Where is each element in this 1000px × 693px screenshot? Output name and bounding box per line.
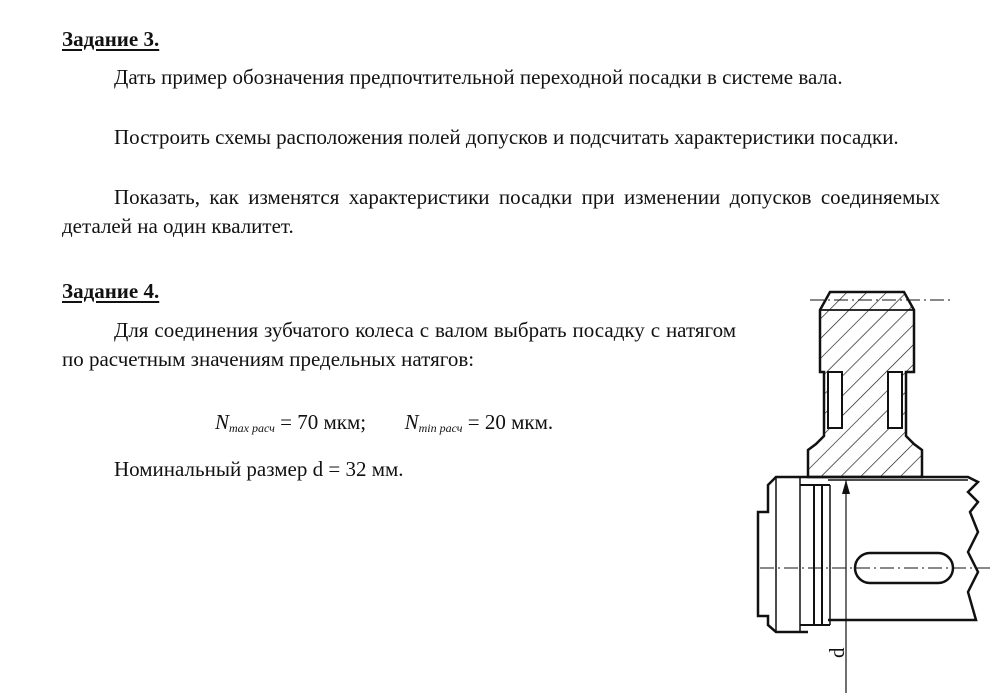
nmax-subscript: max расч: [229, 421, 275, 435]
gear-slot-left: [828, 372, 842, 428]
task4-heading: Задание 4.: [62, 279, 160, 303]
task4-paragraph: Для соединения зубчатого колеса с валом выбрать посадку с натягом по расчетным значениям предельных натягов:: [62, 318, 736, 371]
interference-formula: [215, 408, 553, 443]
task3-paragraph-3: Показать, как изменятся характеристики посадки при изменении допусков соединяемых деталей на один квалитет.: [62, 185, 940, 238]
nmin-symbol: N: [404, 410, 419, 434]
gear-slot-right: [888, 372, 902, 428]
nmax-symbol: N: [215, 410, 230, 434]
dimension-arrow: [842, 480, 850, 494]
nmin-subscript: min расч: [418, 421, 463, 435]
nmin-value: = 20 мкм.: [467, 410, 554, 434]
nominal-size: Номинальный размер d = 32 мм.: [114, 457, 404, 481]
task3-heading: Задание 3.: [62, 27, 160, 51]
gear-shaft-drawing: [740, 280, 1000, 693]
shaft-outline: [808, 477, 978, 620]
task3-paragraph-2: Построить схемы расположения полей допусков и подсчитать характеристики посадки.: [114, 125, 899, 149]
nmax-value: = 70 мкм;: [280, 410, 367, 434]
task3-paragraph-1: Дать пример обозначения предпочтительной переходной посадки в системе вала.: [114, 65, 843, 89]
dimension-label: d: [825, 647, 849, 658]
